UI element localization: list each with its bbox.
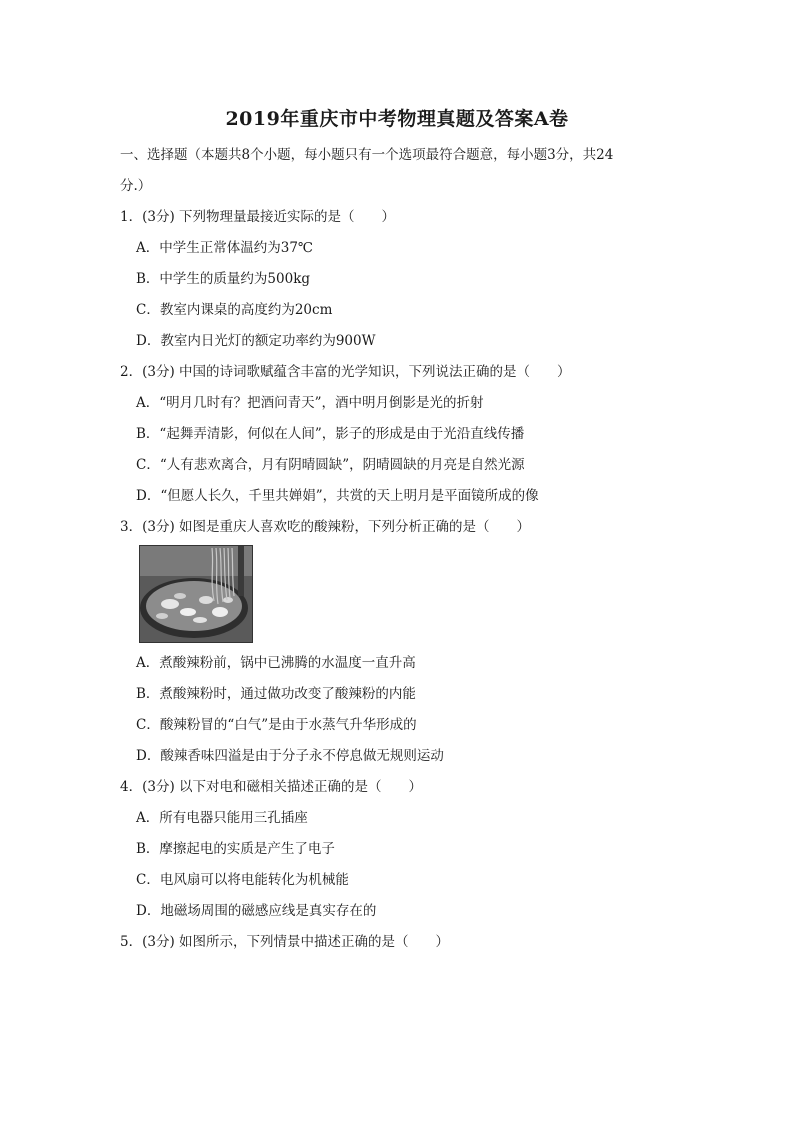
question-4-stem: 4．(3分) 以下对电和磁相关描述正确的是（ ） — [120, 779, 423, 795]
question-2-option-b: B．“起舞弄清影，何似在人间”，影子的形成是由于光沿直线传播 — [136, 426, 525, 442]
noodle-bowl-photo — [139, 545, 253, 643]
page-title: 2019年重庆市中考物理真题及答案A卷 — [225, 108, 569, 130]
question-1-option-c: C．教室内课桌的高度约为20cm — [136, 302, 333, 318]
question-1-option-d: D．教室内日光灯的额定功率约为900W — [136, 333, 376, 349]
question-4-option-d: D．地磁场周围的磁感应线是真实存在的 — [136, 903, 377, 919]
question-2-option-d: D．“但愿人长久，千里共婵娟”，共赏的天上明月是平面镜所成的像 — [136, 488, 539, 504]
question-2-stem: 2．(3分) 中国的诗词歌赋蕴含丰富的光学知识，下列说法正确的是（ ） — [120, 364, 571, 380]
question-4-option-c: C．电风扇可以将电能转化为机械能 — [136, 872, 349, 888]
section-heading-cont: 分.） — [120, 178, 152, 194]
question-3-option-b: B．煮酸辣粉时，通过做功改变了酸辣粉的内能 — [136, 686, 416, 702]
question-3-option-c: C．酸辣粉冒的“白气”是由于水蒸气升华形成的 — [136, 717, 417, 733]
question-1-option-a: A．中学生正常体温约为37℃ — [136, 240, 314, 256]
question-3-option-a: A．煮酸辣粉前，锅中已沸腾的水温度一直升高 — [136, 655, 416, 671]
question-4-option-b: B．摩擦起电的实质是产生了电子 — [136, 841, 335, 857]
question-1-stem: 1．(3分) 下列物理量最接近实际的是（ ） — [120, 209, 396, 225]
question-3-stem: 3．(3分) 如图是重庆人喜欢吃的酸辣粉，下列分析正确的是（ ） — [120, 519, 531, 535]
noodle-bowl-illustration — [140, 546, 252, 642]
question-1-option-b: B．中学生的质量约为500kg — [136, 271, 311, 287]
question-4-option-a: A．所有电器只能用三孔插座 — [136, 810, 308, 826]
question-2-option-a: A．“明月几时有？把酒问青天”，酒中明月倒影是光的折射 — [136, 395, 484, 411]
question-2-option-c: C．“人有悲欢离合，月有阴晴圆缺”，阴晴圆缺的月亮是自然光源 — [136, 457, 525, 473]
question-5-stem: 5．(3分) 如图所示，下列情景中描述正确的是（ ） — [120, 934, 450, 950]
section-heading: 一、选择题（本题共8个小题，每小题只有一个选项最符合题意，每小题3分，共24 — [120, 147, 614, 163]
question-3-option-d: D．酸辣香味四溢是由于分子永不停息做无规则运动 — [136, 748, 444, 764]
